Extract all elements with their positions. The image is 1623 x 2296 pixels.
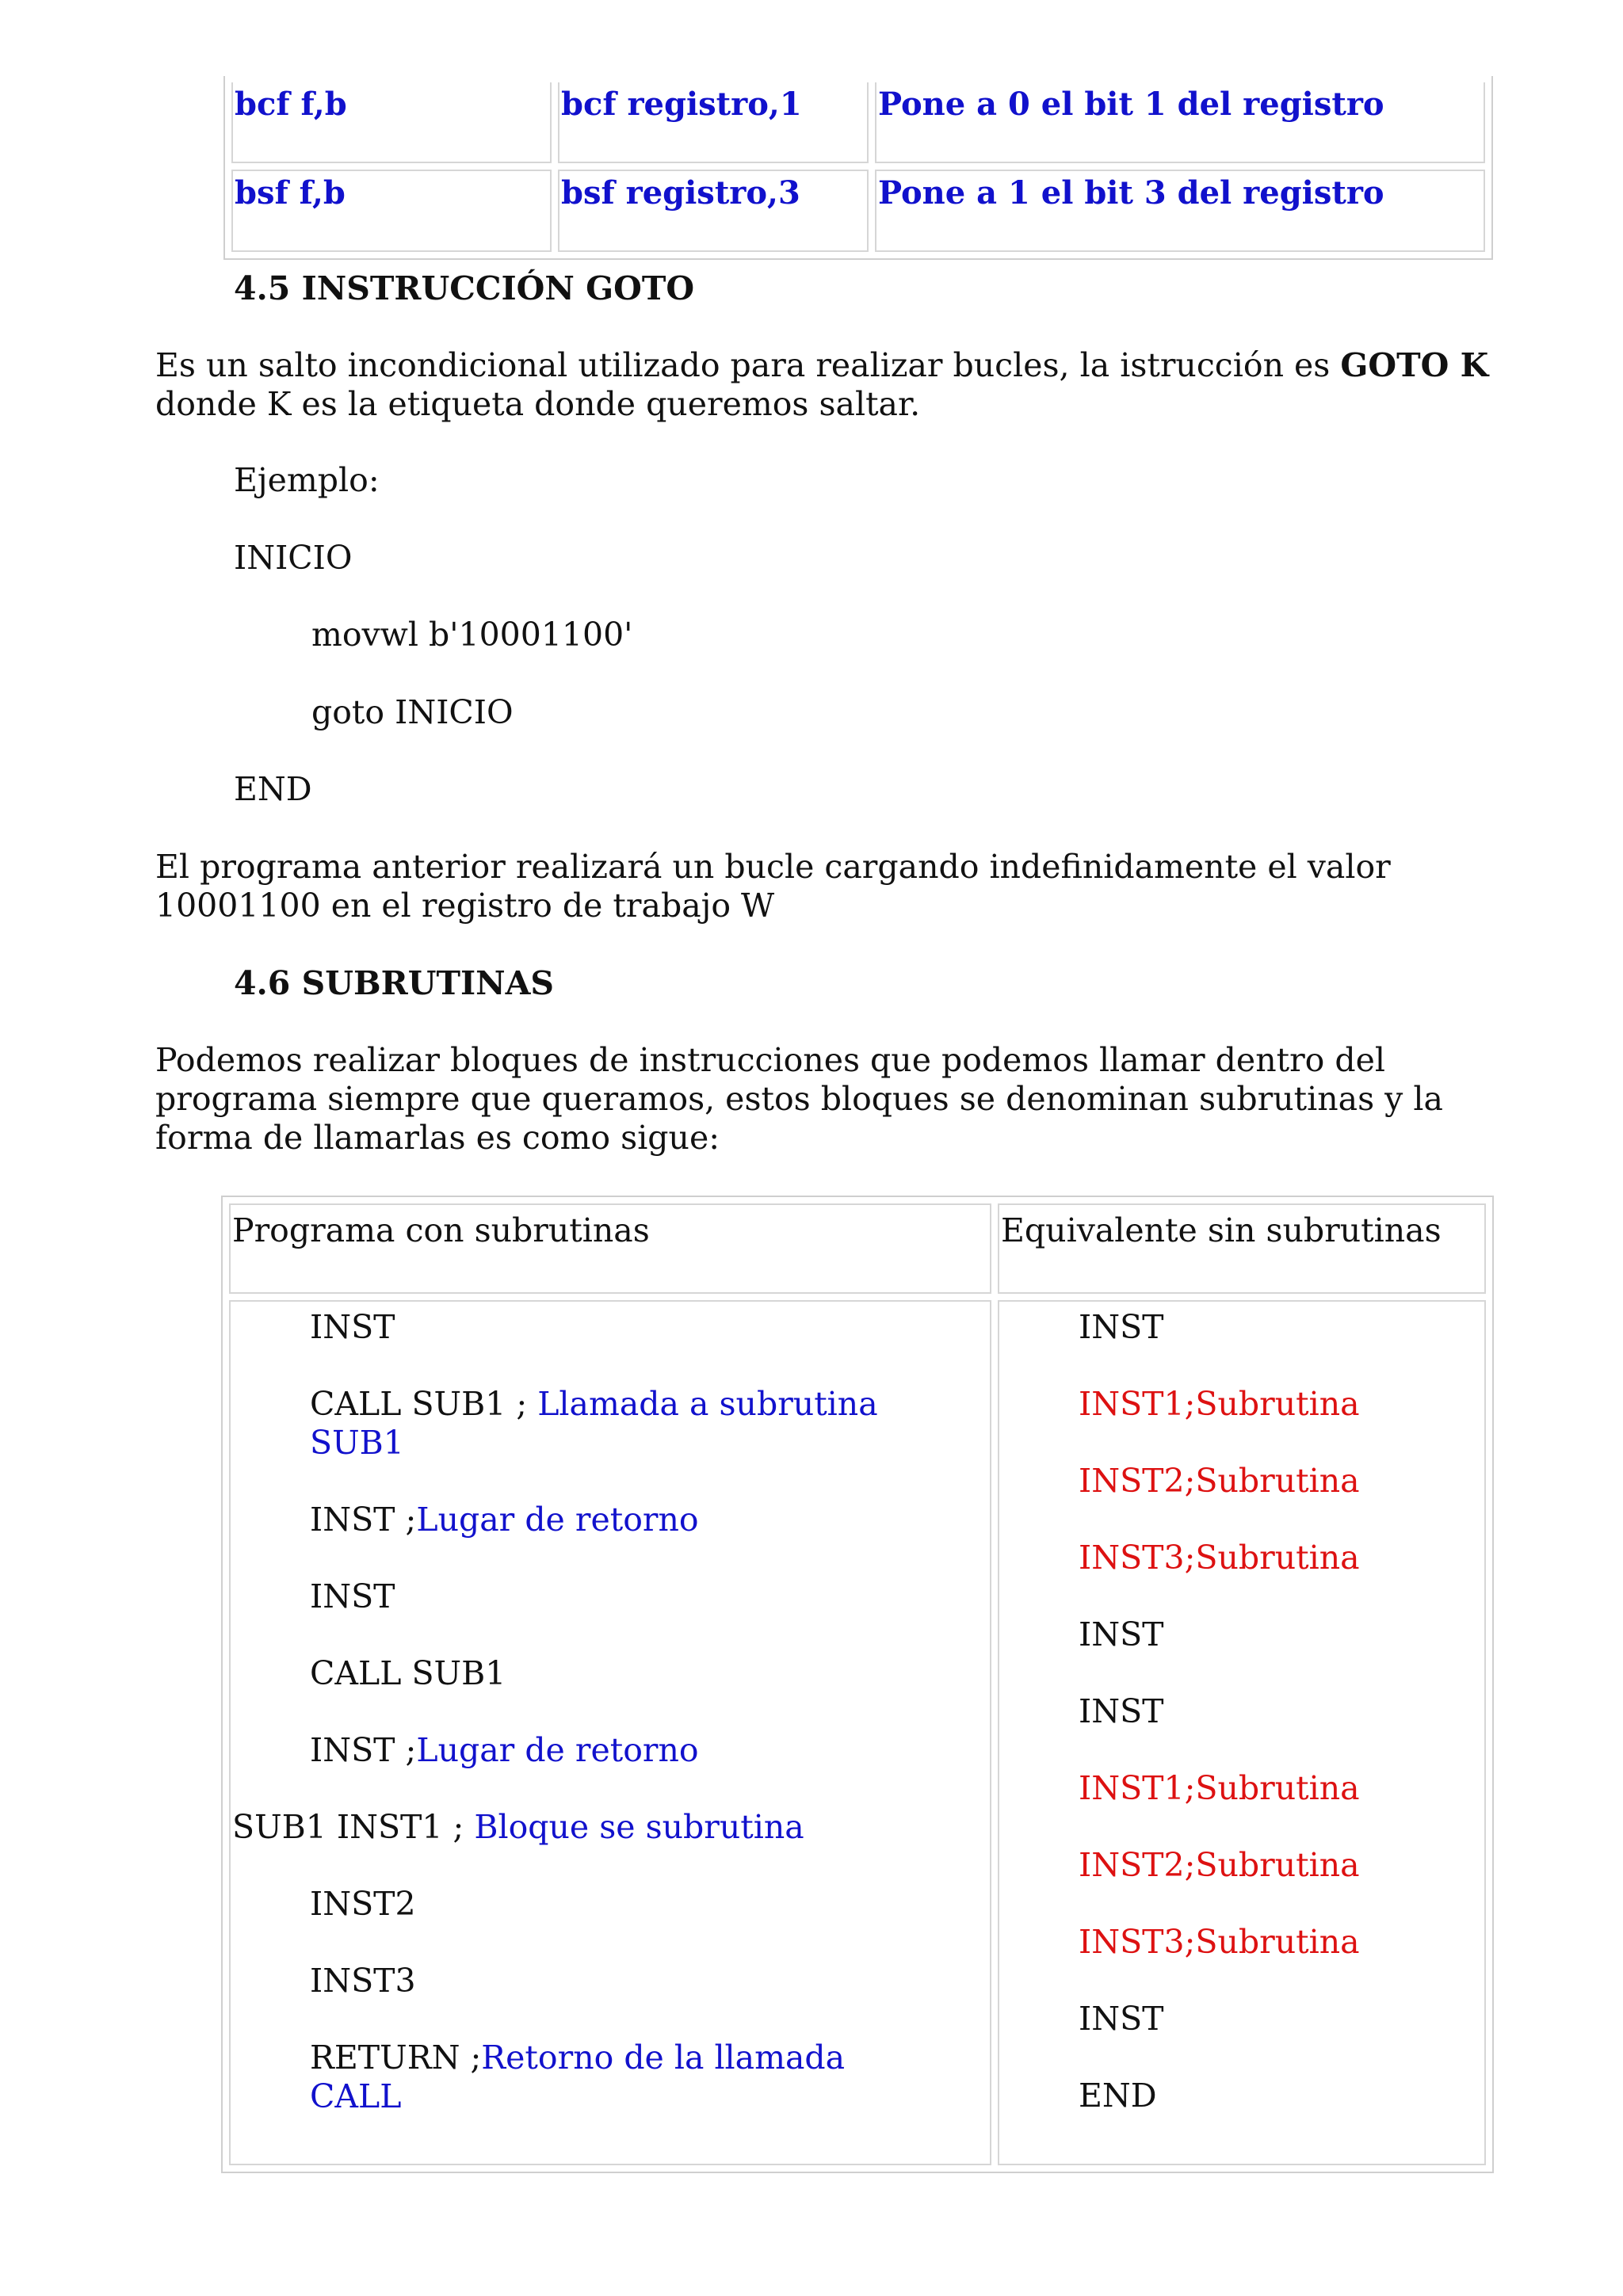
code-comment: SUB1 bbox=[310, 1424, 404, 1462]
code-line bbox=[232, 1385, 990, 1463]
goto-explanation-line: 10001100 en el registro de trabajo W bbox=[155, 887, 775, 925]
code-comment: Lugar de retorno bbox=[416, 1731, 699, 1769]
code-comment: Retorno de la llamada bbox=[481, 2039, 846, 2077]
code-text: CALL SUB1 ; bbox=[310, 1385, 538, 1423]
subrutinas-description-line: programa siempre que queramos, estos bloques se denominan subrutinas y la bbox=[155, 1080, 1443, 1118]
code-line bbox=[232, 1808, 990, 1847]
code-line: INST bbox=[1079, 2000, 1164, 2038]
section-heading-subrutinas: 4.6 SUBRUTINAS bbox=[234, 964, 555, 1002]
table-row bbox=[229, 1300, 1486, 2165]
goto-description-text: Es un salto incondicional utilizado para realizar bucles, la istrucción es bbox=[155, 346, 1341, 384]
goto-explanation-line: El programa anterior realizará un bucle cargando indefinidamente el valor bbox=[155, 848, 1391, 886]
goto-description bbox=[155, 346, 1550, 424]
equivalent-without-subroutines-cell bbox=[998, 1300, 1486, 2165]
code-line: CALL SUB1 bbox=[310, 1654, 506, 1692]
inlined-subroutine-line: INST1;Subrutina bbox=[1079, 1769, 1360, 1807]
code-line: movwl b'10001100' bbox=[311, 616, 633, 654]
bit-instruction-table bbox=[223, 76, 1493, 260]
code-end: END bbox=[234, 770, 312, 808]
code-comment: Lugar de retorno bbox=[416, 1501, 699, 1539]
code-comment: CALL bbox=[310, 2077, 402, 2115]
example-label: Ejemplo: bbox=[234, 461, 380, 499]
subroutine-comparison-table bbox=[221, 1196, 1494, 2173]
table-cell: bsf f,b bbox=[231, 170, 552, 252]
code-text: RETURN ; bbox=[310, 2039, 482, 2077]
code-line bbox=[232, 1731, 990, 1770]
table-header-cell: Programa con subrutinas bbox=[229, 1203, 991, 1294]
code-line: INST bbox=[310, 1577, 395, 1615]
table-cell: bsf registro,3 bbox=[558, 170, 869, 252]
code-line bbox=[232, 2039, 990, 2116]
code-end: END bbox=[1079, 2077, 1157, 2115]
subrutinas-description bbox=[155, 1041, 1550, 1158]
code-line: INST bbox=[1079, 1615, 1164, 1653]
code-comment: Bloque se subrutina bbox=[474, 1808, 804, 1846]
code-text: SUB1 INST1 ; bbox=[232, 1808, 475, 1846]
inlined-subroutine-line: INST3;Subrutina bbox=[1079, 1923, 1360, 1961]
table-header-row bbox=[229, 1203, 1486, 1294]
code-text: INST ; bbox=[310, 1501, 417, 1539]
goto-description-text: donde K es la etiqueta donde queremos saltar. bbox=[155, 385, 921, 423]
code-label: INICIO bbox=[234, 539, 353, 577]
code-line: INST bbox=[1079, 1692, 1164, 1730]
table-row bbox=[231, 170, 1485, 252]
section-heading-goto: 4.5 INSTRUCCIÓN GOTO bbox=[234, 269, 695, 307]
code-line bbox=[232, 1501, 990, 1539]
subrutinas-description-line: Podemos realizar bloques de instrucciones que podemos llamar dentro del bbox=[155, 1041, 1386, 1079]
code-line: INST bbox=[310, 1308, 395, 1346]
inlined-subroutine-line: INST3;Subrutina bbox=[1079, 1539, 1360, 1577]
code-comment: Llamada a subrutina bbox=[537, 1385, 878, 1423]
goto-keyword: GOTO K bbox=[1340, 346, 1489, 384]
table-cell: Pone a 1 el bit 3 del registro bbox=[875, 170, 1485, 252]
table-row bbox=[231, 82, 1485, 163]
inlined-subroutine-line: INST2;Subrutina bbox=[1079, 1846, 1360, 1884]
table-header-cell: Equivalente sin subrutinas bbox=[998, 1203, 1486, 1294]
table-cell: bcf registro,1 bbox=[558, 82, 869, 163]
code-text: INST ; bbox=[310, 1731, 417, 1769]
code-line: INST3 bbox=[310, 1962, 416, 2000]
inlined-subroutine-line: INST1;Subrutina bbox=[1079, 1385, 1360, 1423]
table-cell: bcf f,b bbox=[231, 82, 552, 163]
inlined-subroutine-line: INST2;Subrutina bbox=[1079, 1462, 1360, 1500]
code-line: goto INICIO bbox=[311, 693, 514, 731]
code-line: INST bbox=[1079, 1308, 1164, 1346]
subrutinas-description-line: forma de llamarlas es como sigue: bbox=[155, 1119, 720, 1157]
goto-explanation bbox=[155, 848, 1550, 925]
table-cell: Pone a 0 el bit 1 del registro bbox=[875, 82, 1485, 163]
program-with-subroutines-cell bbox=[229, 1300, 991, 2165]
code-line: INST2 bbox=[310, 1885, 416, 1923]
